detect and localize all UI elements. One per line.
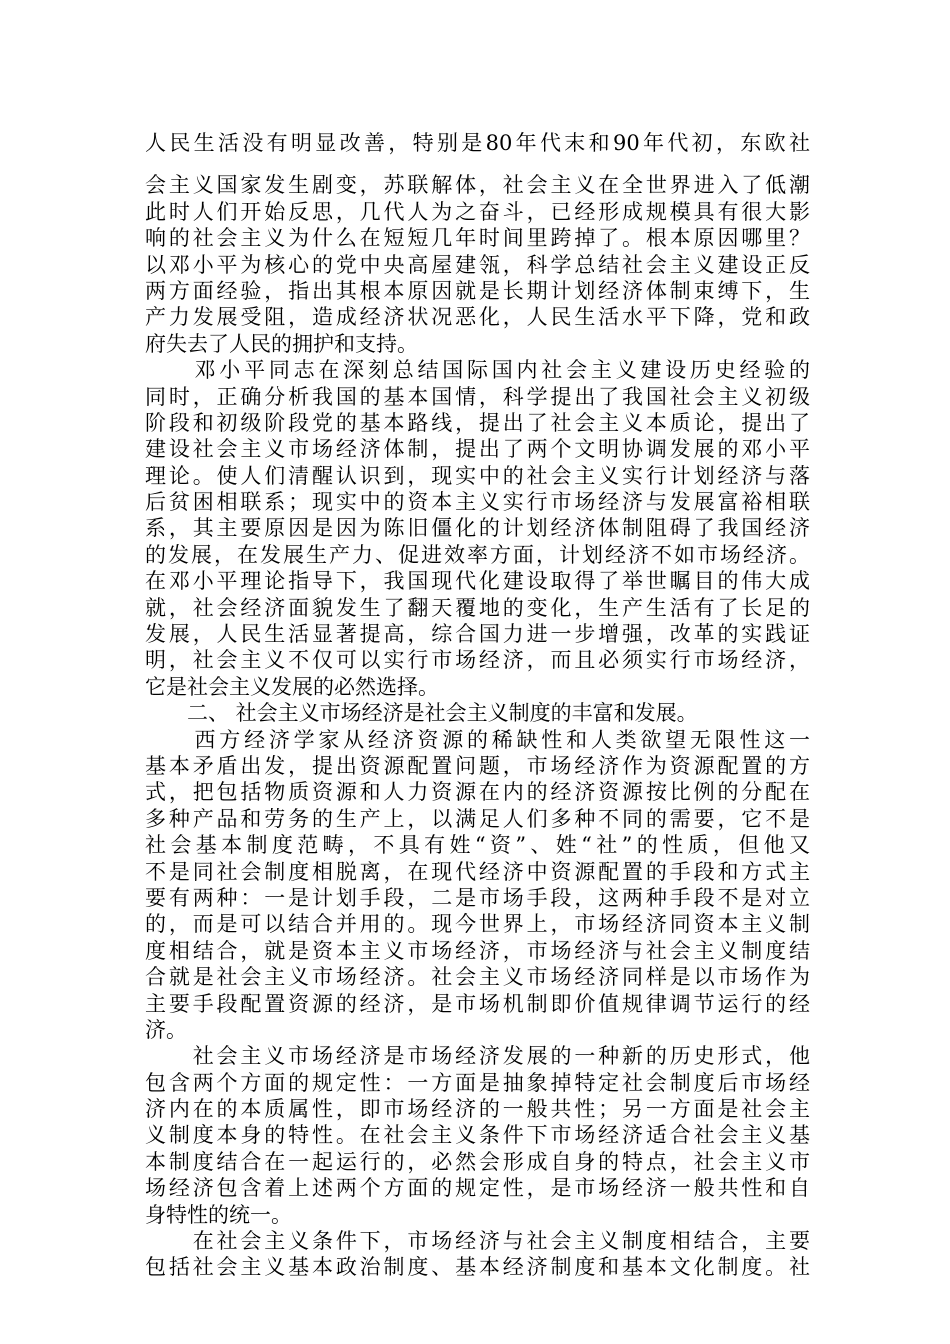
text-line: 包括社会主义基本政治制度、基本经济制度和基本文化制度。社: [145, 1255, 810, 1280]
text-line: 理论。使人们清醒认识到，现实中的社会主义实行计划经济与落: [145, 463, 810, 488]
text-line: 阶段和初级阶段党的基本路线，提出了社会主义本质论，提出了: [145, 410, 810, 435]
text-line: 在社会主义条件下，市场经济与社会主义制度相结合，主要: [145, 1229, 810, 1254]
text-line: 它是社会主义发展的必然选择。: [145, 674, 439, 699]
text-line: 场经济包含着上述两个方面的规定性，是市场经济一般共性和自: [145, 1176, 810, 1201]
text-line: 响的社会主义为什么在短短几年时间里跨掉了。根本原因哪里？: [145, 226, 810, 251]
text-line: 人民生活没有明显改善，特别是80年代末和90年代初，东欧社: [145, 131, 810, 155]
text-line: 社会主义市场经济是市场经济发展的一种新的历史形式，他: [145, 1044, 810, 1069]
text-line: 身特性的统一。: [145, 1202, 292, 1227]
text-line: 济。: [145, 1017, 187, 1042]
text-line: 二、 社会主义市场经济是社会主义制度的丰富和发展。: [145, 701, 698, 726]
text-line: 后贫困相联系；现实中的资本主义实行市场经济与发展富裕相联: [145, 490, 810, 515]
text-line: 多种产品和劳务的生产上，以满足人们多种不同的需要，它不是: [145, 806, 810, 831]
text-line: 济内在的本质属性，即市场经济的一般共性；另一方面是社会主: [145, 1097, 810, 1122]
text-line: 的，而是可以结合并用的。现今世界上，市场经济同资本主义制: [145, 912, 810, 937]
text-line: 社会基本制度范畴，不具有姓“资”、姓“社”的性质，但他又: [145, 833, 810, 858]
text-line: 主要手段配置资源的经济，是市场机制即价值规律调节运行的经: [145, 991, 810, 1016]
document-body-text: [145, 130, 810, 1281]
text-line: 本制度结合在一起运行的，必然会形成自身的特点，社会主义市: [145, 1149, 810, 1174]
text-line: 建设社会主义市场经济体制，提出了两个文明协调发展的邓小平: [145, 437, 810, 462]
text-line: 不是同社会制度相脱离，在现代经济中资源配置的手段和方式主: [145, 859, 810, 884]
text-line: 两方面经验，指出其根本原因就是长期计划经济体制束缚下，生: [145, 278, 810, 303]
text-line: 明，社会主义不仅可以实行市场经济，而且必须实行市场经济，: [145, 648, 810, 673]
text-line: 府失去了人民的拥护和支持。: [145, 331, 418, 356]
text-line: 同时，正确分析我国的基本国情，科学提出了我国社会主义初级: [145, 384, 810, 409]
text-line: 西方经济学家从经济资源的稀缺性和人类欲望无限性这一: [145, 727, 810, 752]
text-line: 合就是社会主义市场经济。社会主义市场经济同样是以市场作为: [145, 965, 810, 990]
text-line: 式，把包括物质资源和人力资源在内的经济资源按比例的分配在: [145, 780, 810, 805]
text-line: 在邓小平理论指导下，我国现代化建设取得了举世瞩目的伟大成: [145, 569, 810, 594]
text-line: 就，社会经济面貌发生了翻天覆地的变化，生产生活有了长足的: [145, 595, 810, 620]
text-line: 产力发展受阻，造成经济状况恶化，人民生活水平下降，党和政: [145, 305, 810, 330]
text-line: 以邓小平为核心的党中央高屋建瓴，科学总结社会主义建设正反: [145, 252, 810, 277]
text-line: 会主义国家发生剧变，苏联解体，社会主义在全世界进入了低潮: [145, 173, 810, 198]
text-line: 要有两种：一是计划手段，二是市场手段，这两种手段不是对立: [145, 885, 810, 910]
text-line: 发展，人民生活显著提高，综合国力进一步增强，改革的实践证: [145, 622, 810, 647]
text-line: 此时人们开始反思，几代人为之奋斗，已经形成规模具有很大影: [145, 199, 810, 224]
text-line: 基本矛盾出发，提出资源配置问题，市场经济作为资源配置的方: [145, 753, 810, 778]
text-line: 的发展，在发展生产力、促进效率方面，计划经济不如市场经济。: [145, 542, 810, 567]
text-line: 邓小平同志在深刻总结国际国内社会主义建设历史经验的: [145, 358, 810, 383]
text-line: 度相结合，就是资本主义市场经济，市场经济与社会主义制度结: [145, 938, 810, 963]
text-line: 系，其主要原因是因为陈旧僵化的计划经济体制阻碍了我国经济: [145, 516, 810, 541]
text-line: 包含两个方面的规定性：一方面是抽象掉特定社会制度后市场经: [145, 1070, 810, 1095]
text-line: 义制度本身的特性。在社会主义条件下市场经济适合社会主义基: [145, 1123, 810, 1148]
